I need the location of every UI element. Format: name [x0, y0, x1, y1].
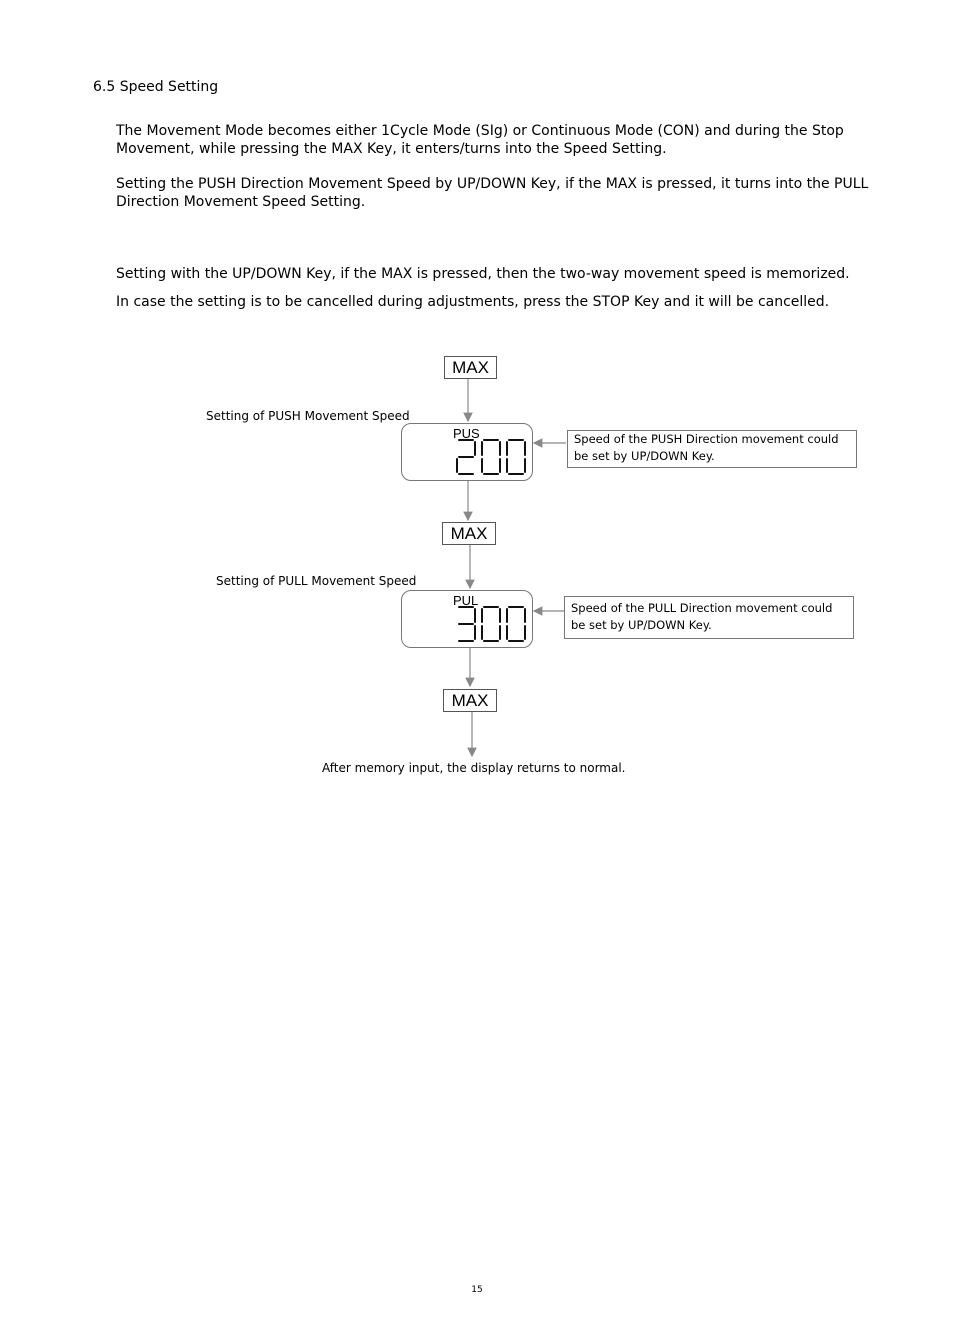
pull-caption: Setting of PULL Movement Speed: [216, 574, 417, 588]
paragraph-push-setting: Setting the PUSH Direction Movement Speed by UP/DOWN Key, if the MAX is pressed, it turns into the PULL Direction Movement Speed Setting.: [116, 176, 869, 210]
pull-lcd-label: PUL: [453, 593, 479, 608]
pull-note: Speed of the PULL Direction movement could be set by UP/DOWN Key.: [564, 596, 854, 639]
pull-seven-segment-digits: [456, 605, 528, 643]
final-caption: After memory input, the display returns to normal.: [322, 761, 626, 775]
pull-lcd-display: [401, 590, 533, 648]
paragraph-mode-intro: The Movement Mode becomes either 1Cycle Mode (SIg) or Continuous Mode (CON) and during the Stop Movement, while pressing the MAX Key, it enters/turns into the Speed Setting.: [116, 123, 844, 157]
push-lcd-label: PUS: [453, 426, 480, 441]
pull-lcd-digits: [456, 605, 528, 647]
push-caption: Setting of PUSH Movement Speed: [206, 409, 410, 423]
max-key-box-3: MAX: [443, 689, 497, 712]
push-note: Speed of the PUSH Direction movement could be set by UP/DOWN Key.: [567, 430, 857, 468]
push-seven-segment-digits: [456, 438, 528, 476]
max-key-box-1: MAX: [444, 356, 497, 379]
paragraph-memorize: Setting with the UP/DOWN Key, if the MAX is pressed, then the two-way movement speed is memorized.: [116, 266, 850, 282]
push-lcd-display: [401, 423, 533, 481]
page-number: 15: [471, 1285, 483, 1295]
push-lcd-digits: [456, 438, 528, 480]
paragraph-cancel: In case the setting is to be cancelled during adjustments, press the STOP Key and it will be cancelled.: [116, 294, 830, 310]
max-key-box-2: MAX: [442, 522, 496, 545]
section-heading: 6.5 Speed Setting: [93, 79, 219, 95]
